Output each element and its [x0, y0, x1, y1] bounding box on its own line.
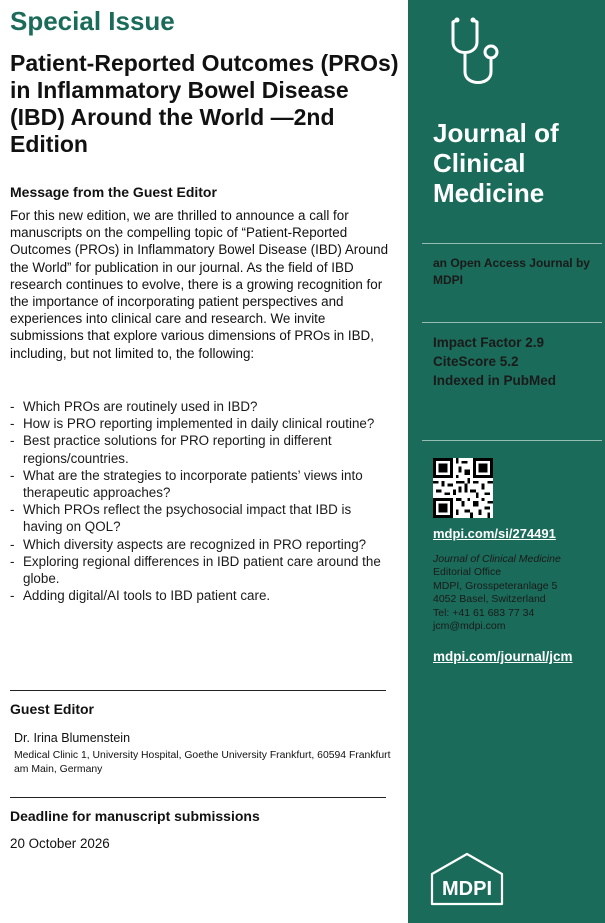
topic-item: - How is PRO reporting implemented in daily clinical routine?	[10, 415, 390, 432]
topic-item: - Which PROs reflect the psychosocial impact that IBD is having on QOL?	[10, 501, 390, 535]
divider	[10, 797, 386, 798]
open-access-label: an Open Access Journal by MDPI	[433, 256, 590, 287]
journal-metrics	[433, 333, 598, 390]
office-line: 4052 Basel, Switzerland	[433, 593, 546, 606]
editorial-office	[433, 553, 603, 633]
citescore: CiteScore 5.2	[433, 354, 519, 369]
issue-title: Patient-Reported Outcomes (PROs) in Inflammatory Bowel Disease (IBD) Around the World —2nd Edition	[10, 50, 399, 157]
sidebar-divider	[422, 243, 602, 244]
journal-link[interactable]: mdpi.com/journal/jcm	[433, 649, 573, 664]
deadline-date: 20 October 2026	[10, 836, 110, 851]
office-line: MDPI, Grosspeteranlage 5	[433, 579, 558, 592]
office-phone: Tel: +41 61 683 77 34	[433, 606, 535, 619]
qr-code-icon[interactable]	[433, 458, 493, 518]
editor-name: Dr. Irina Blumenstein	[14, 731, 131, 745]
topic-item: - What are the strategies to incorporate patients’ views into therapeutic approaches?	[10, 467, 390, 501]
topic-item: - Exploring regional differences in IBD patient care around the globe.	[10, 553, 390, 587]
stethoscope-icon	[445, 14, 507, 96]
topic-item: - Which PROs are routinely used in IBD?	[10, 398, 390, 415]
office-line: Editorial Office	[433, 566, 502, 579]
office-email[interactable]: jcm@mdpi.com	[433, 620, 506, 633]
impact-factor: Impact Factor 2.9	[433, 335, 545, 350]
editor-affiliation: Medical Clinic 1, University Hospital, Goethe University Frankfurt, 60594 Frankfurt am Main, Germany	[14, 750, 391, 775]
journal-name: Journal of Clinical Medicine	[433, 118, 559, 208]
guest-editor-heading: Guest Editor	[10, 701, 95, 717]
sidebar-divider	[422, 322, 602, 323]
topics-list	[10, 398, 390, 604]
message-heading: Message from the Guest Editor	[10, 184, 217, 200]
divider	[10, 690, 386, 691]
office-journal-name: Journal of Clinical Medicine	[433, 553, 561, 565]
topic-item: - Best practice solutions for PRO reporting in different regions/countries.	[10, 432, 390, 466]
special-issue-link[interactable]: mdpi.com/si/274491	[433, 526, 556, 541]
special-issue-label: Special Issue	[10, 6, 175, 36]
deadline-heading: Deadline for manuscript submissions	[10, 808, 260, 824]
topic-item: - Which diversity aspects are recognized in PRO reporting?	[10, 536, 390, 553]
sidebar-divider	[422, 440, 602, 441]
topic-item: - Adding digital/AI tools to IBD patient care.	[10, 587, 390, 604]
mdpi-logo-icon	[428, 852, 506, 910]
message-body: For this new edition, we are thrilled to announce a call for manuscripts on the compelling topic of “Patient-Reported Outcomes (PROs) in Inflammatory Bowel Disease (IBD) Around the World” for publication in our journal. As the field of IBD research continues to evolve, there is a growing recognition for the importance of incorporating patient perspectives and experiences into clinical care and research. We invite submissions that explore various dimensions of PROs in IBD, including, but not limited to, the following:	[10, 208, 389, 361]
indexing: Indexed in PubMed	[433, 373, 557, 388]
logo-text: MDPI	[442, 878, 492, 900]
